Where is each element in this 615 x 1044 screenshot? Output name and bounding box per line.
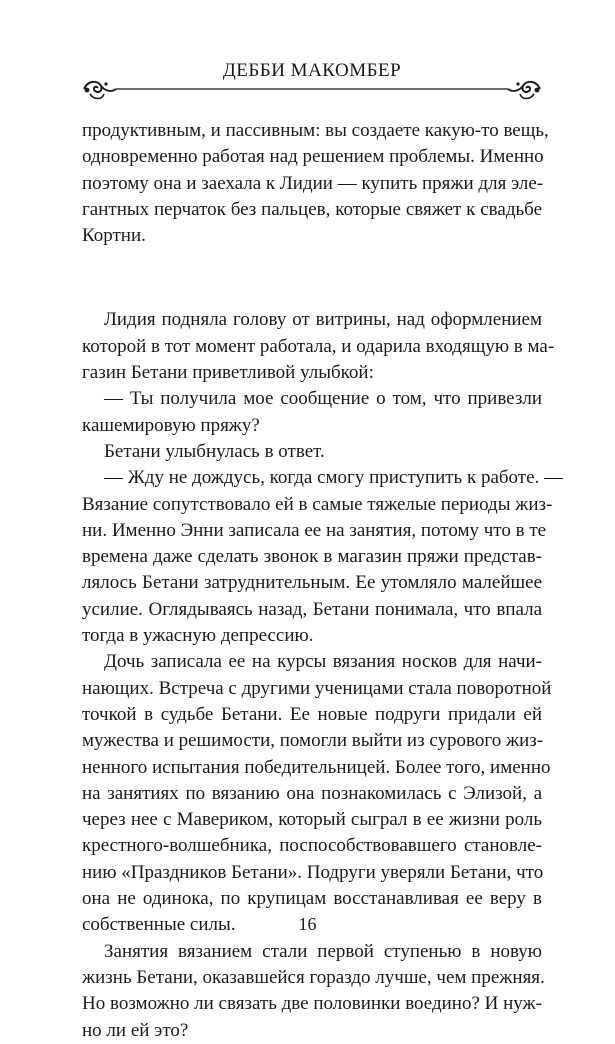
text-line: но ли ей это? (82, 1019, 189, 1041)
text-line: Бетани улыбнулась в ответ. (104, 440, 325, 462)
ornament-left-icon (84, 82, 116, 99)
text-line: крестного-волшебника, поспособствовавшего становле- (82, 835, 542, 857)
paragraph (82, 439, 542, 465)
text-line: усилие. Оглядываясь назад, Бетани понимала, что впала (82, 598, 542, 620)
paragraph (82, 465, 564, 649)
text-line: кашемировую пряжу? (82, 414, 260, 436)
section-break (82, 249, 542, 307)
text-line: Но возможно ли связать две половинки воедино? И нуж- (82, 993, 542, 1015)
paragraph (82, 118, 549, 249)
text-line: — Жду не дождусь, когда смогу приступить к работе. — (104, 467, 564, 489)
paragraph (82, 649, 552, 938)
text-line: мужества и решимости, помогли выйти из сурового жиз- (82, 730, 544, 752)
text-line: Кортни. (82, 225, 146, 247)
text-line: одновременно работая над решением проблемы. Именно (82, 146, 544, 168)
text-line: тогда в ужасную депрессию. (82, 625, 314, 647)
text-line: Занятия вязанием стали первой ступенью в новую (104, 940, 542, 962)
paragraph (82, 307, 555, 386)
text-line: жизнь Бетани, оказавшейся гораздо лучше, чем прежняя. (82, 966, 545, 988)
page-number: 16 (298, 914, 317, 934)
text-line: ненного испытания победительницей. Более того, именно (82, 756, 551, 778)
text-line: газин Бетани приветливой улыбкой: (82, 362, 374, 384)
text-line: через нее с Мавериком, который сыграл в ее жизни роль (82, 809, 542, 831)
text-line: Лидия подняла голову от витрины, над оформлением (104, 309, 542, 331)
text-line: точкой в судьбе Бетани. Ее новые подруги придали ей (82, 703, 542, 725)
running-header (82, 58, 542, 108)
ornament-right-icon (508, 82, 540, 99)
text-line: собственные силы. (82, 914, 236, 936)
text-line: нию «Праздников Бетани». Подруги уверяли Бетани, что (82, 861, 544, 883)
text-line: нающих. Встреча с другими ученицами стала поворотной (82, 677, 552, 699)
text-line: гантных перчаток без пальцев, которые свяжет к свадьбе (82, 198, 542, 220)
text-line: ни. Именно Энни записала ее на занятия, потому что в те (82, 519, 547, 541)
text-line: продуктивным, и пассивным: вы создаете какую-то вещь, (82, 120, 549, 141)
text-line: времена даже сделать звонок в магазин пряжи представ- (82, 546, 542, 568)
text-line: которой в тот момент работала, и одарила входящую в ма- (82, 335, 555, 357)
header-title: ДЕББИ МАКОМБЕР (222, 60, 402, 81)
text-line: на занятиях по вязанию она познакомилась с Элизой, а (82, 782, 542, 804)
text-line: Дочь записала ее на курсы вязания носков для начи- (104, 651, 542, 673)
text-line: поэтому она и заехала к Лидии — купить пряжи для эле- (82, 172, 544, 194)
text-line: — Ты получила мое сообщение о том, что привезли (104, 388, 542, 410)
paragraph (82, 386, 542, 439)
text-line: Вязание сопутствовало ей в самые тяжелые периоды жиз- (82, 493, 553, 515)
text-line: она не одинока, по крупицам восстанавливая ее веру в (82, 888, 542, 910)
body-text (82, 118, 564, 1044)
text-line: лялось Бетани затруднительным. Ее утомляло малейшее (82, 572, 542, 594)
paragraph (82, 939, 545, 1044)
